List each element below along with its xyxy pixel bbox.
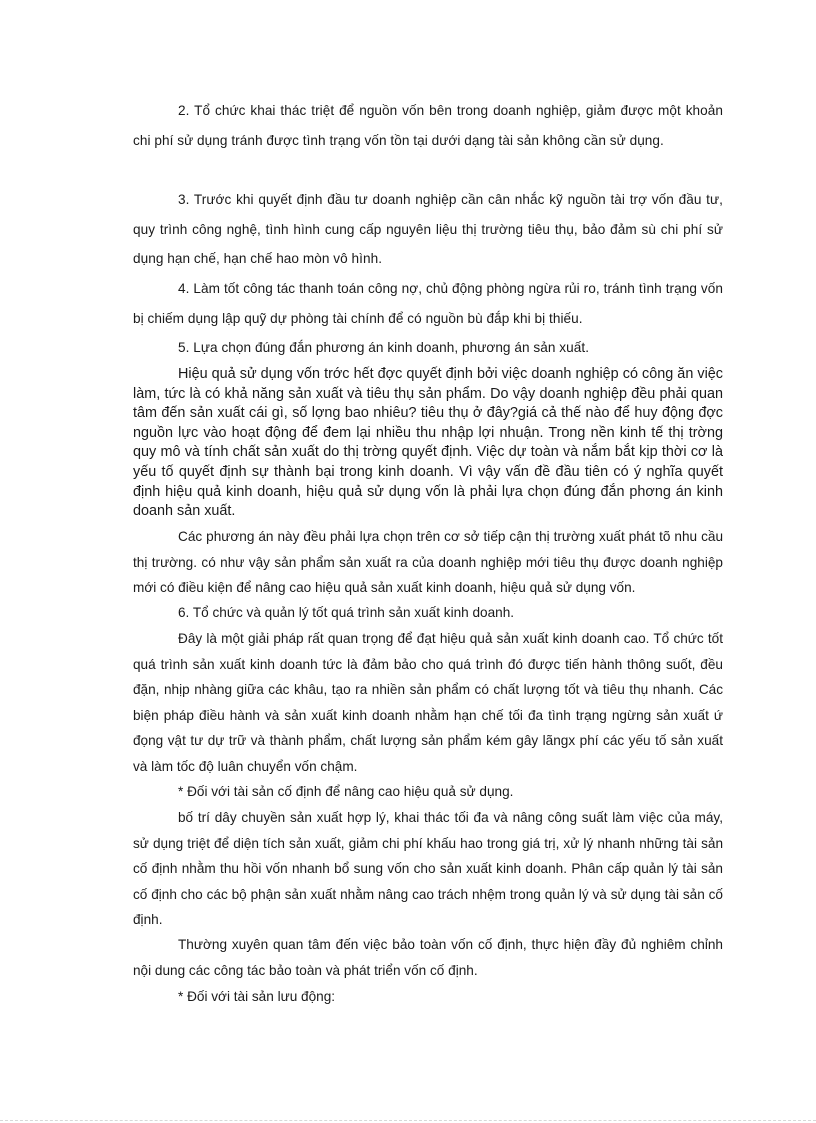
paragraph-2: 2. Tổ chức khai thác triệt để nguồn vốn bên trong doanh nghiệp, giảm được một khoản chi phí sử dụng tránh được tình trạng vốn tồn tại dưới dạng tài sản không cần sử dụng. (133, 103, 723, 148)
paragraph-bo-tri: bố trí dây chuyền sản xuất hợp lý, khai thác tối đa và nâng công suất làm việc của máy, sử dụng triệt để diện tích sản xuất, giảm chi phí khấu hao trong giá trị, xử lý nhanh những tài sản cố định nhằm thu hồi vốn nhanh bổ sung vốn cho sản xuất kinh doanh. Phân cấp quản lý tài sản cố định cho các bộ phận sản xuất nhằm nâng cao trách nhệm trong quản lý và sử dụng tài sản cố định. (133, 810, 723, 927)
heading-5: 5. Lựa chọn đúng đắn phương án kinh doanh, phương án sản xuất. (178, 340, 590, 355)
heading-tai-san-co-dinh: * Đối với tài sản cố định để nâng cao hiệu quả sử dụng. (178, 784, 514, 799)
paragraph-hieu-qua: Hiệu quả sử dụng vốn trớc hết đợc quyết định bởi việc doanh nghiệp có công ăn việc làm, tức là có khả năng sản xuất và tiêu thụ sản phẩm. Do vậy doanh nghiệp đều phải quan tâm đến sản xuất cái gì, số lợng bao nhiêu? tiêu thụ ở đây?giá cả thế nào để huy động đợc nguồn lực vào hoạt động để đem lại nhiều thu nhập lợi nhuận. Trong nền kinh tế thị trờng quy mô và tính chất sản xuất do thị trờng quyết định. Việc dự toàn và nắm bắt kịp thời cơ là yếu tố quyết định sự thành bại trong kinh doanh. Vì vậy vấn đề đầu tiên có ý nghĩa quyết định hiệu quả kinh doanh, hiệu quả sử dụng vốn là phải lựa chọn đúng đắn phơng án kinh doanh sản xuất. (133, 366, 723, 520)
page-bottom-rule (0, 1120, 816, 1121)
paragraph-4: 4. Làm tốt công tác thanh toán công nợ, chủ động phòng ngừa rủi ro, tránh tình trạng vốn bị chiếm dụng lập quỹ dự phòng tài chính để có nguồn bù đắp khi bị thiếu. (133, 281, 723, 326)
heading-6: 6. Tổ chức và quản lý tốt quá trình sản xuất kinh doanh. (178, 605, 515, 620)
paragraph-giai-phap: Đây là một giải pháp rất quan trọng để đạt hiệu quả sản xuất kinh doanh cao. Tổ chức tốt quá trình sản xuất kinh doanh tức là đảm bảo cho quá trình đó được tiến hành thông suốt, đều đặn, nhịp nhàng giữa các khâu, tạo ra nhiền sản phẩm có chất lượng tốt và tiêu thụ nhanh. Các biện pháp điều hành và sản xuất kinh doanh nhằm hạn chế tối đa tình trạng ngừng sản xuất ứ đọng vật tư dự trữ và thành phẩm, chất lượng sản phẩm kém gây lãngx phí các yếu tố sản xuất và làm tốc độ luân chuyển vốn chậm. (133, 631, 723, 774)
paragraph-thuong-xuyen: Thường xuyên quan tâm đến việc bảo toàn vốn cố định, thực hiện đầy đủ nghiêm chỉnh nội dung các công tác bảo toàn và phát triển vốn cố định. (133, 937, 723, 978)
heading-tai-san-luu-dong: * Đối với tài sản lưu động: (178, 989, 336, 1004)
paragraph-3: 3. Trước khi quyết định đầu tư doanh nghiệp cần cân nhắc kỹ nguồn tài trợ vốn đầu tư, quy trình công nghệ, tình hình cung cấp nguyên liệu thị trường tiêu thụ, bảo đảm sù chi phí sử dụng hạn chế, hạn chế hao mòn vô hình. (133, 192, 723, 266)
paragraph-cac-phuong-an: Các phương án này đều phải lựa chọn trên cơ sở tiếp cận thị trường xuất phát tõ nhu cầu thị trường. có như vậy sản phẩm sản xuất ra của doanh nghiệp mới tiêu thụ được doanh nghiệp mới có điều kiện để nâng cao hiệu quả sản xuất kinh doanh, hiệu quả sử dụng vốn. (133, 529, 723, 595)
